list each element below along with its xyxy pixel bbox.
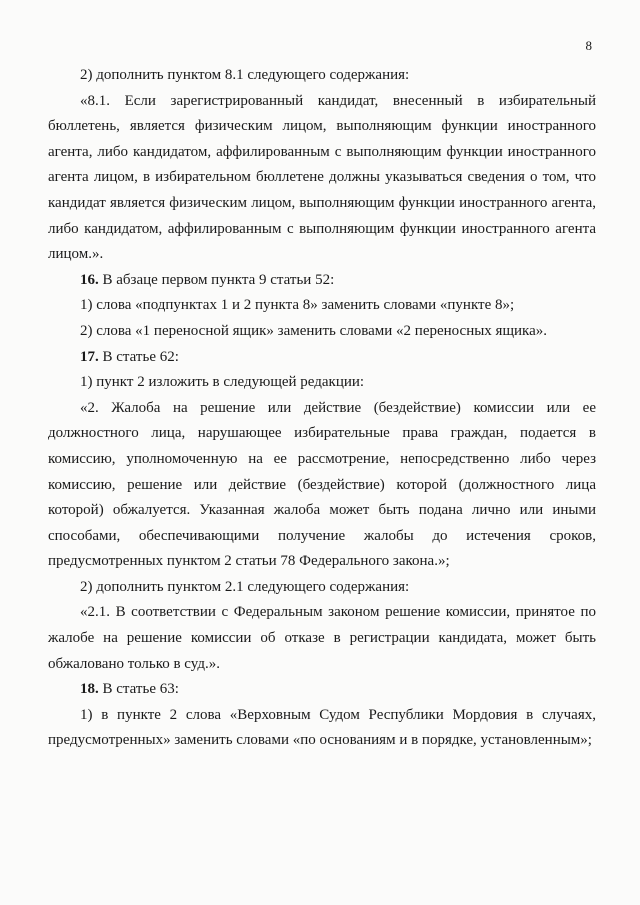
section-number: 18.: [80, 681, 99, 698]
paragraph: 1) в пункте 2 слова «Верховным Судом Республики Мордовия в случаях, предусмотренных» заменить словами «по основаниям и в порядке, установленным»;: [48, 706, 596, 749]
section-text: В статье 62:: [98, 348, 179, 365]
section-heading: [48, 677, 596, 703]
paragraph: «2.1. В соответствии с Федеральным законом решение комиссии, принятое по жалобе на решение комиссии об отказе в регистрации кандидата, может быть обжаловано только в суд.».: [48, 604, 596, 672]
section-heading: [48, 345, 596, 371]
paragraph: «2. Жалоба на решение или действие (бездействие) комиссии или ее должностного лица, нарушающее избирательные права граждан, подается в комиссию, уполномоченную на ее рассмотрение, непосредственно либо через комиссию, решение или действие (бездействие) которой (должностного лица которой) обжалуется. Указанная жалоба может быть подана лично или иными способами, обеспечивающими получение жалобы до истечения сроков, предусмотренных пунктом 2 статьи 78 Федерального закона.»;: [48, 399, 596, 570]
section-heading: [48, 268, 596, 294]
section-text: В абзаце первом пункта 9 статьи 52:: [98, 271, 335, 288]
section-text: В статье 63:: [98, 681, 179, 698]
paragraph: 2) слова «1 переносной ящик» заменить словами «2 переносных ящика».: [80, 322, 547, 339]
page-number: 8: [585, 38, 592, 53]
paragraph: 1) слова «подпунктах 1 и 2 пункта 8» заменить словами «пункте 8»;: [80, 297, 515, 314]
document-body: [48, 63, 596, 754]
paragraph: 2) дополнить пунктом 8.1 следующего содержания:: [80, 67, 410, 83]
section-number: 17.: [80, 348, 99, 365]
paragraph: «8.1. Если зарегистрированный кандидат, внесенный в избирательный бюллетень, является физическим лицом, выполняющим функции иностранного агента, либо кандидатом, аффилированным с выполняющим функции иностранного агента лицом, в избирательном бюллетене должны указываться сведения о том, что кандидат является физическим лицом, выполняющим функции иностранного агента, либо кандидатом, аффилированным с выполняющим функции иностранного агента лицом.».: [48, 92, 596, 263]
paragraph: 1) пункт 2 изложить в следующей редакции:: [80, 374, 365, 391]
section-number: 16.: [80, 271, 99, 288]
paragraph: 2) дополнить пунктом 2.1 следующего содержания:: [80, 578, 410, 595]
